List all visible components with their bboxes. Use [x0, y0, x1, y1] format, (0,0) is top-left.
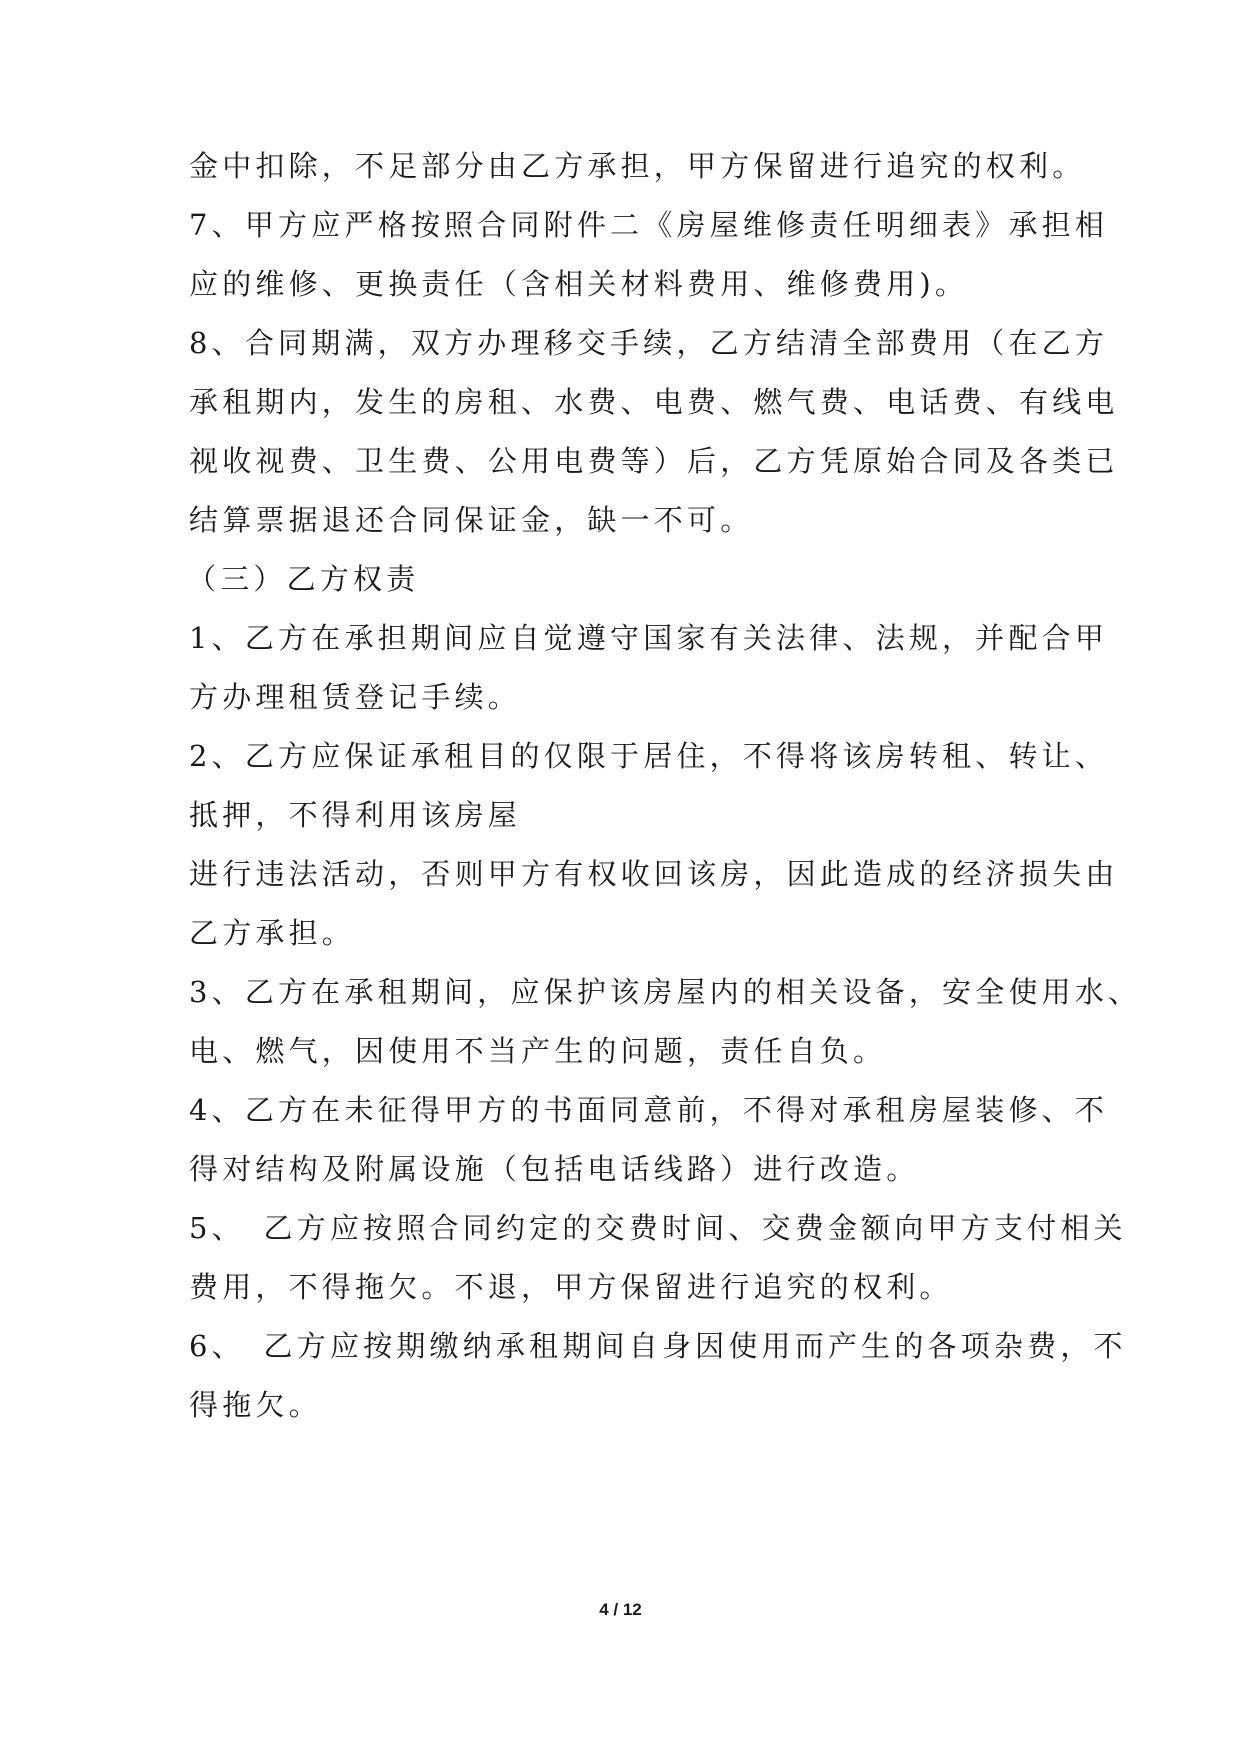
text-line: 费用，不得拖欠。不退，甲方保留进行追究的权利。	[189, 1270, 953, 1304]
text-line: 乙方承担。	[189, 916, 356, 950]
text-line: 6、 乙方应按期缴纳承租期间自身因使用而产生的各项杂费，不	[189, 1329, 1127, 1363]
text-line: 得拖欠。	[189, 1388, 322, 1422]
text-line: 7、甲方应严格按照合同附件二《房屋维修责任明细表》承担相	[189, 208, 1109, 242]
text-line: 结算票据退还合同保证金，缺一不可。	[189, 503, 754, 537]
text-line: 1、乙方在承担期间应自觉遵守国家有关法律、法规，并配合甲	[189, 621, 1109, 655]
text-line: 承租期内，发生的房租、水费、电费、燃气费、电话费、有线电	[189, 385, 1119, 419]
section-heading: （三）乙方权责	[187, 562, 420, 596]
text-line: 金中扣除，不足部分由乙方承担，甲方保留进行追究的权利。	[189, 149, 1086, 183]
text-line: 方办理租赁登记手续。	[189, 680, 522, 714]
text-line: 3、乙方在承租期间，应保护该房屋内的相关设备，安全使用水、	[189, 975, 1142, 1009]
page-number: 4 / 12	[599, 1600, 642, 1619]
text-line: 5、 乙方应按照合同约定的交费时间、交费金额向甲方支付相关	[189, 1211, 1127, 1245]
text-line: 2、乙方应保证承租目的仅限于居住，不得将该房转租、转让、	[189, 739, 1109, 773]
text-line: 视收视费、卫生费、公用电费等）后，乙方凭原始合同及各类已	[189, 444, 1119, 478]
text-line: 应的维修、更换责任（含相关材料费用、维修费用)。	[189, 267, 969, 301]
text-line: 8、合同期满，双方办理移交手续，乙方结清全部费用（在乙方	[189, 326, 1109, 360]
text-line: 4、乙方在未征得甲方的书面同意前，不得对承租房屋装修、不	[189, 1093, 1109, 1127]
text-line: 电、燃气，因使用不当产生的问题，责任自负。	[189, 1034, 887, 1068]
text-line: 得对结构及附属设施（包括电话线路）进行改造。	[189, 1152, 920, 1186]
text-line: 进行违法活动，否则甲方有权收回该房，因此造成的经济损失由	[189, 857, 1119, 891]
text-line: 抵押，不得利用该房屋	[189, 798, 522, 832]
